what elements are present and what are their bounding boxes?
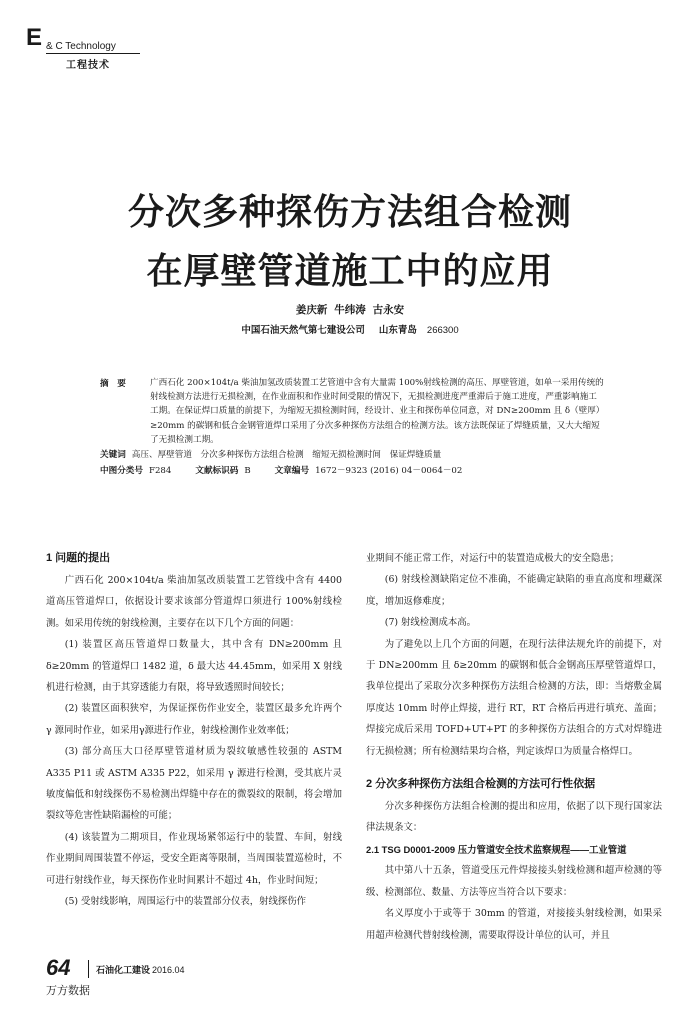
affiliation — [0, 322, 700, 336]
article-number-label: 文章编号 — [274, 465, 310, 475]
journal-name — [96, 963, 185, 976]
abstract-label: 摘 要 — [100, 378, 126, 388]
section-gap — [366, 762, 662, 774]
section-2-heading: 2 分次多种探伤方法组合检测的方法可行性依据 — [366, 778, 596, 791]
header-underline — [46, 53, 140, 54]
abstract-block — [100, 376, 605, 476]
journal-title: 石油化工建设 — [96, 965, 151, 975]
right-column — [366, 548, 662, 946]
subsection-2-1-heading: 2.1 TSG D0001-2009 压力管道安全技术监察规程——工业管道 — [366, 843, 627, 855]
title-line-1: 分次多种探伤方法组合检测 — [127, 191, 572, 233]
journal-issue: 2016.04 — [152, 965, 185, 975]
paragraph: 其中第八十五条，管道受压元件焊接接头射线检测和超声检测的等级、检测部位、数量、方法等应当符合以下要求： — [366, 865, 662, 898]
paragraph: (1) 装置区高压管道焊口数量大，其中含有 DN≥200mm 且 δ≥20mm 的管道焊口 1482 道，δ 最大达 44.45mm，如采用 X 射线机进行检测，由于其穿透能力有限，将导致透照时间较长； — [46, 639, 342, 694]
abstract-row — [100, 376, 605, 445]
paragraph: 广西石化 200×104t/a 柴油加氢改质装置工艺管线中含有 4400 道高压管道焊口，依据设计要求该部分管道焊口须进行 100%射线检测。如采用传统的射线检测，主要存在以下几个方面的问题： — [46, 575, 342, 629]
keywords-label: 关键词 — [100, 449, 126, 459]
left-column — [46, 548, 342, 913]
keywords-row — [100, 447, 620, 462]
classification-row — [100, 463, 620, 478]
article-number-value: 1672－9323 (2016) 04－0064－02 — [315, 466, 463, 476]
title-line-2: 在厚壁管道施工中的应用 — [146, 250, 554, 292]
paragraph: (6) 射线检测缺陷定位不准确，不能确定缺陷的垂直高度和埋藏深度，增加返修难度； — [366, 574, 662, 607]
affiliation-zip: 266300 — [426, 325, 459, 336]
keywords-value: 高压、厚壁管道 分次多种探伤方法组合检测 缩短无损检测时间 保证焊缝质量 — [131, 450, 442, 460]
paragraph: 分次多种探伤方法组合检测的提出和应用，依据了以下现行国家法律法规条文： — [366, 801, 662, 834]
affiliation-org: 中国石油天然气第七建设公司 — [241, 325, 365, 336]
watermark-text: 万方数据 — [46, 985, 90, 997]
paragraph: 名义厚度小于或等于 30mm 的管道，对接接头射线检测，如果采用超声检测代替射线检测，需要取得设计单位的认可，并且 — [366, 908, 662, 941]
paragraph: (5) 受射线影响，周围运行中的装置部分仪表，射线探伤作 — [64, 896, 307, 908]
clc-value: F284 — [148, 466, 172, 476]
abstract-text: 广西石化 200×104t/a 柴油加氢改质装置工艺管道中含有大量需 100%射线检测的高压、厚壁管道，如单一采用传统的射线检测方法进行无损检测，在作业面积和作业时间受限的情况下，无损检测进度严重滞后于施工进度，严重影响施工工期。在保证焊口质量的前提下，为缩短无损检测时间，经设计、业主和探伤单位同意，对 DN≥200mm 且 δ（壁厚）≥20mm 的碳钢和低合金钢管道焊口采用了分次多种探伤方法组合的检测方法。该方法既保证了焊缝质量，又大大缩短了无损检测工期。 — [150, 378, 605, 445]
footer-divider — [88, 960, 89, 978]
clc-label: 中图分类号 — [100, 465, 143, 475]
header-technology-text: & C Technology — [46, 41, 116, 52]
paragraph: (2) 装置区面积狭窄，为保证探伤作业安全，装置区最多允许两个 γ 源同时作业，如采用γ源进行作业，射线检测作业效率低； — [46, 703, 342, 736]
doc-code-value: B — [244, 466, 251, 476]
page-number: 64 — [46, 955, 71, 980]
paragraph: (7) 射线检测成本高。 — [384, 617, 477, 629]
authors: 姜庆新 牛纬涛 古永安 — [295, 304, 405, 316]
paragraph: 为了避免以上几个方面的问题，在现行法律法规允许的前提下，对于 DN≥200mm 且 δ≥20mm 的碳钢和低合金钢高压厚壁管道焊口，我单位提出了采取分次多种探伤方法组合检测的方法，即：当熔敷金属厚度达 10mm 时停止焊接，进行 RT，RT 合格后再进行填充、盖面；焊接完成后采用 TOFD+UT+PT 的多种探伤方法组合的方式对焊缝进行无损检测；所有检测结果均合格，判定该焊口为质量合格焊口。 — [366, 638, 662, 757]
doc-code-label: 文献标识码 — [195, 465, 239, 475]
paragraph: (4) 该装置为二期项目，作业现场紧邻运行中的装置、车间，射线作业期间周围装置不停运，受安全距离等限制，当周围装置巡检时，不可进行射线作业，每天探伤作业时间累计不超过 4h，作业时间短； — [46, 831, 342, 886]
paragraph: (3) 部分高压大口径厚壁管道材质为裂纹敏感性较强的 ASTM A335 P11 或 ASTM A335 P22，如采用 γ 源进行检测，受其底片灵敏度偏低和射线探伤不易检测出焊缝中存在的微裂纹的限制，将会增加裂纹等危害性缺陷漏检的可能； — [46, 746, 342, 822]
header-section-label: 工程技术 — [66, 60, 110, 71]
section-1-heading: 1 问题的提出 — [46, 552, 111, 564]
header-letter-e: E — [26, 24, 43, 51]
affiliation-location: 山东青岛 — [378, 325, 417, 336]
paragraph: 业期间不能正常工作，对运行中的装置造成极大的安全隐患； — [366, 553, 620, 564]
